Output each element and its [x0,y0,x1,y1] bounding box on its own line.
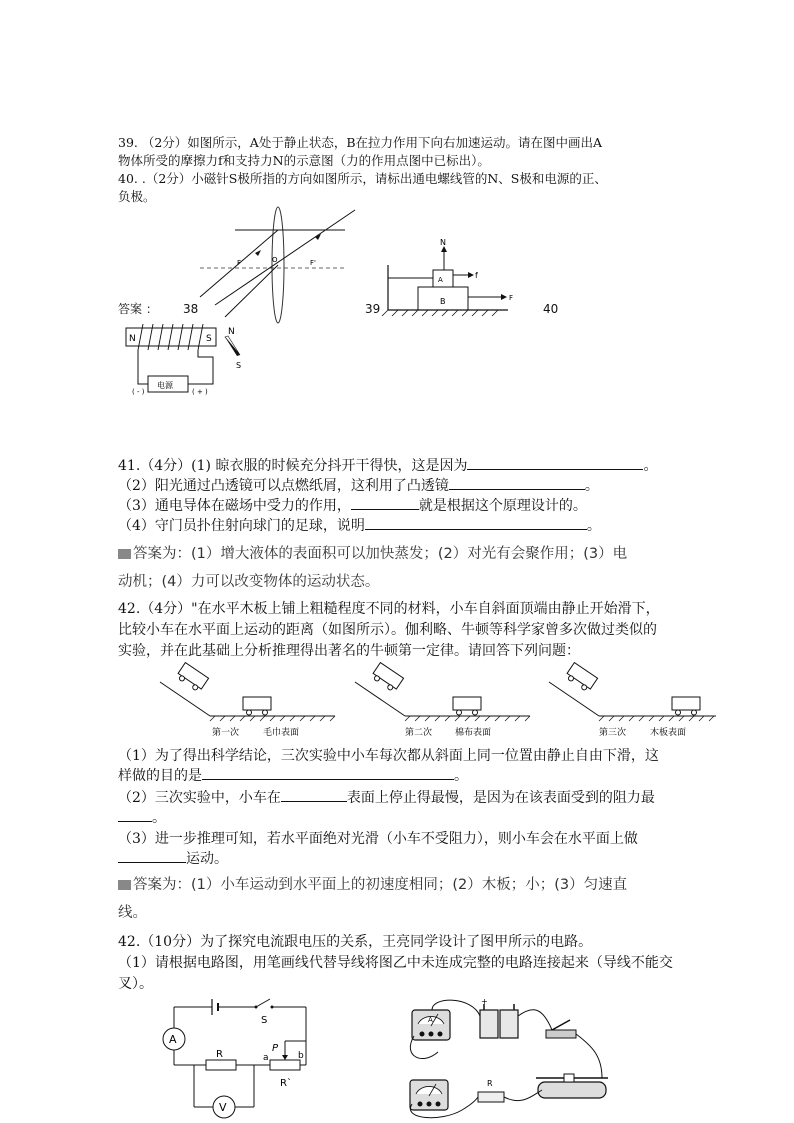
q42a-sub2-end: 。 [152,810,166,826]
q41-line1 [118,456,657,476]
voltmeter-v-label: V [219,1101,227,1114]
force-n-label: N [440,238,446,247]
apparatus-drawing [402,996,617,1123]
q41-l1-text: 41.（4分）(1) 晾衣服的时候充分抖开干得快，这是因为 [118,458,468,474]
ramp2-trial-label: 第二次 [405,728,433,738]
q41-answer-line2: 动机；(4）力可以改变物体的运动状态。 [118,574,380,590]
ramp-figure-1 [155,664,345,744]
blocks-force-diagram [378,235,528,315]
coil-s-label: S [206,334,212,344]
q42b-line3: 叉）。 [118,976,153,992]
q40-line2: 负极。 [118,189,156,204]
circuit-diagram [158,997,318,1123]
force-big-f-label: F [509,294,514,302]
q42a-sub1-line1: （1）为了得出科学结论，三次实验中小车每次都从斜面上同一位置由静止自由下滑，这 [118,748,659,764]
lens-f-left-label: F [237,259,242,267]
q41-l4-text: （4）守门员扑住射向球门的足球，说明 [118,518,365,534]
apparatus-resistor-label: R [487,1079,493,1088]
q41-l4-end: 。 [586,518,601,534]
q42a-line2: 比较小车在水平面上运动的距离（如图所示）。伽利略、牛顿等科学家曾多次做过类似的 [118,622,657,638]
block-b-label: B [440,297,446,306]
q41-line2 [118,476,599,496]
q41-l2-text: （2）阳光通过凸透镜可以点燃纸屑，这利用了凸透镜 [118,478,449,494]
q39-line1: 39. （2分）如图所示，A处于静止状态，B在拉力作用下向右加速运动。请在图中画出A [118,135,603,150]
q42a-sub2-text: （2）三次实验中，小车在 [118,790,281,806]
ramp-figure-2 [350,664,540,744]
q42a-sub3-line2 [118,849,228,869]
figure-number-40: 40 [543,302,559,316]
lens-f-right-label: F' [310,259,316,267]
lens-o-label: O [272,256,278,264]
q42a-blank-1[interactable] [202,767,454,780]
q42a-sub2-line2 [118,808,166,828]
q42a-blank-2[interactable] [281,789,347,802]
q41-blank-4[interactable] [365,517,587,530]
q41-blank-1[interactable] [467,457,643,470]
answer-label: 答案 ： [118,302,158,316]
ramp1-trial-label: 第一次 [212,728,240,738]
compass-n-label: N [228,327,235,337]
resistor-r-label: R [216,1049,223,1060]
q42a-sub3-end: 运动。 [186,851,228,867]
ramp1-surface-label: 毛巾表面 [263,728,300,738]
power-supply-label: 电源 [157,381,173,390]
ramp3-surface-label: 木板表面 [650,728,687,738]
q41-line3 [118,496,587,516]
terminal-b-label: b [298,1051,304,1061]
q41-l2-end: 。 [584,478,599,494]
compass-s-label: S [236,361,242,370]
pen-icon [118,880,131,890]
battery-plus-icon: + [481,997,488,1006]
q40-line1: 40. .（2分）小磁针S极所指的方向如图所示，请标出通电螺线管的N、S极和电源的正、 [118,171,607,186]
pen-icon [118,549,131,559]
switch-s-label: S [261,1015,268,1026]
block-a-label: A [438,276,443,284]
ramp2-surface-label: 棉布表面 [455,728,492,738]
q41-line4 [118,516,601,536]
q42a-line3: 实验，并在此基础上分析推理得出著名的牛顿第一定律。请回答下列问题： [118,643,580,659]
q42b-line2: （1）请根据电路图，用笔画线代替导线将图乙中未连成完整的电路连接起来（导线不能交 [118,955,673,971]
q41-answer-line1 [118,545,627,563]
q42a-answer-text1: 答案为：(1）小车运动到水平面上的初速度相同；(2）木板；小；(3）匀速直 [133,877,628,893]
q42a-sub1-end: 。 [454,768,468,784]
q42a-answer-line2: 线。 [118,905,147,921]
q41-answer-text1: 答案为：(1）增大液体的表面积可以加快蒸发；(2）对光有会聚作用；(3）电 [133,546,628,562]
q42a-sub1-line2 [118,766,468,786]
q42a-sub2-line1 [118,788,655,808]
q41-blank-3[interactable] [351,497,419,510]
q41-l3-end: 就是根据这个原理设计的。 [418,498,587,514]
power-plus-label: ( + ) [192,388,208,396]
q42a-sub2-mid: 表面上停止得最慢，是因为在该表面受到的阻力最 [346,790,655,806]
figure-number-38: 38 [183,302,199,316]
apparatus-ammeter-label: A [428,1016,433,1024]
q42a-answer-line1 [118,876,627,894]
slider-p-label: P [272,1043,279,1054]
q42b-line1: 42.（10分）为了探究电流跟电压的关系，王亮同学设计了图甲所示的电路。 [118,934,593,950]
coil-n-label: N [129,334,136,344]
q42a-sub3-line1: （3）进一步推理可知，若水平面绝对光滑（小车不受阻力），则小车会在水平面上做 [118,831,638,847]
q39-line2: 物体所受的摩擦力f和支持力N的示意图（力的作用点图中已标出）。 [118,153,490,168]
q42a-sub1-text: 样做的目的是 [118,768,202,784]
q42a-blank-3[interactable] [118,809,152,822]
q41-blank-2[interactable] [449,477,585,490]
q42a-blank-4[interactable] [118,850,186,863]
force-f-label: f [475,271,478,280]
q42a-line1: 42.（4分）"在水平木板上铺上粗糙程度不同的材料，小车自斜面顶端由静止开始滑下， [118,601,660,617]
ramp3-trial-label: 第三次 [599,728,627,738]
solenoid-diagram [118,322,253,397]
terminal-a-label: a [263,1053,269,1063]
ramp-figure-3 [544,664,734,744]
q41-l3-text: （3）通电导体在磁场中受力的作用， [118,498,351,514]
lens-diagram [195,205,365,330]
q41-l1-end: 。 [643,458,658,474]
power-minus-label: ( - ) [132,388,145,396]
ammeter-a-label: A [169,1033,177,1046]
rheostat-label: R` [280,1078,292,1089]
figure-number-39: 39 [365,302,381,316]
